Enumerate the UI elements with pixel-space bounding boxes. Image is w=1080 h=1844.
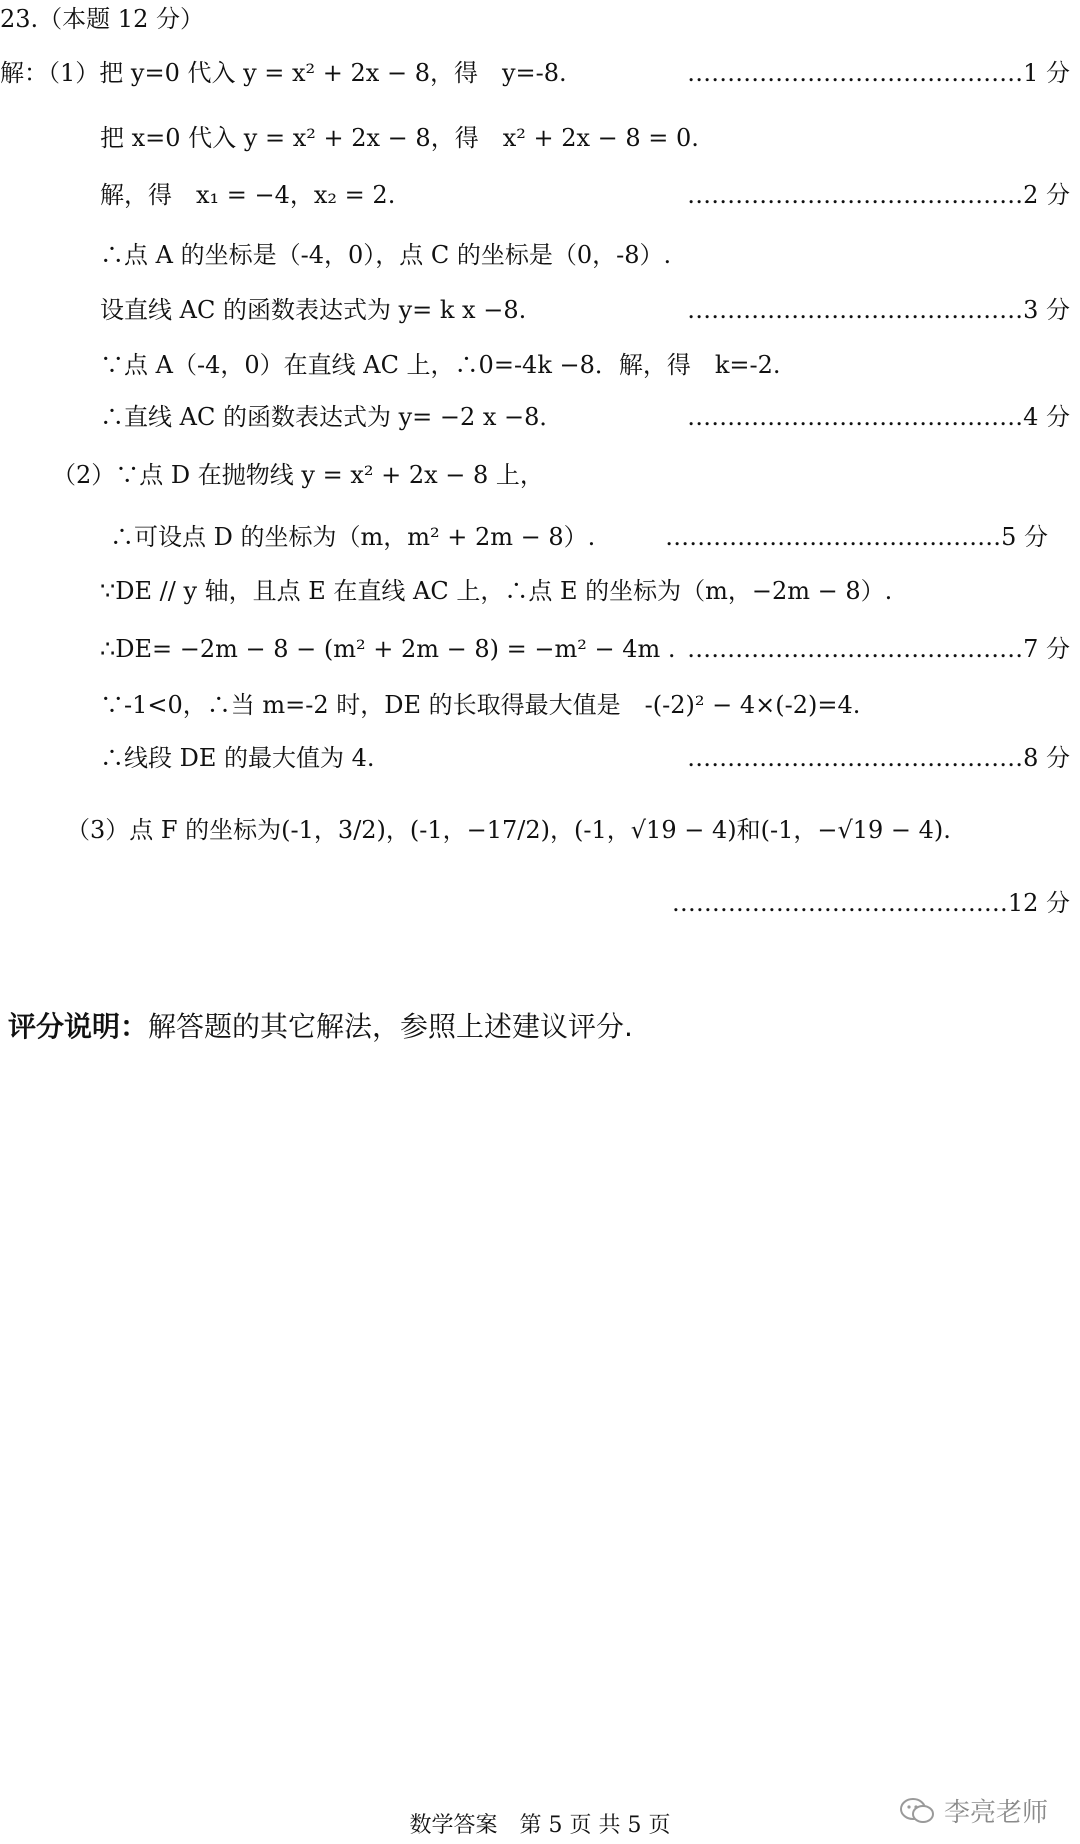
scoring-note <box>8 1010 633 1044</box>
solution-line-2: 把 x=0 代入 y = x² + 2x − 8，得 x² + 2x − 8 = 0. <box>100 124 699 152</box>
solution-line-7: ∴直线 AC 的函数表达式为 y= −2 x −8． <box>100 403 564 431</box>
solution-line-11: ∴DE= −2m − 8 − (m² + 2m − 8) = −m² − 4m . <box>100 635 676 663</box>
solution-line-4: ∴点 A 的坐标是（-4，0），点 C 的坐标是（0，-8）. <box>100 241 672 269</box>
page-footer: 数学答案 第 5 页 共 5 页 <box>409 1813 671 1838</box>
score-mark-3: ……………………………………3 分 <box>687 296 1070 324</box>
solution-line-14: （3）点 F 的坐标为(-1，3/2)，(-1，−17/2)，(-1，√19 − 4)和(-1，−√19 − 4). <box>66 816 951 844</box>
question-header: 23.（本题 12 分） <box>0 5 204 33</box>
score-mark-2: ……………………………………2 分 <box>687 181 1070 209</box>
score-mark-8: ……………………………………12 分 <box>671 889 1070 917</box>
watermark-text: 李亮老师 <box>943 1798 1048 1828</box>
score-mark-7: ……………………………………8 分 <box>687 744 1070 772</box>
solution-line-10: ∵DE // y 轴，且点 E 在直线 AC 上，∴点 E 的坐标为（m，−2m − 8）. <box>100 577 893 605</box>
score-mark-4: ……………………………………4 分 <box>687 403 1070 431</box>
solution-line-5: 设直线 AC 的函数表达式为 y= k x −8. <box>100 296 527 324</box>
score-mark-1: ……………………………………1 分 <box>687 59 1070 87</box>
solution-line-1: 解：（1）把 y=0 代入 y = x² + 2x − 8，得 y=-8. <box>0 59 567 87</box>
scoring-note-label: 评分说明： <box>8 1010 149 1043</box>
scoring-note-text: 解答题的其它解法，参照上述建议评分. <box>148 1010 633 1043</box>
solution-line-3: 解，得 x₁ = −4，x₂ = 2. <box>100 181 396 209</box>
score-mark-5: ……………………………………5 分 <box>665 523 1048 551</box>
solution-line-9: ∴可设点 D 的坐标为（m，m² + 2m − 8）. <box>110 523 596 551</box>
solution-line-8: （2）∵点 D 在抛物线 y = x² + 2x − 8 上， <box>52 461 544 489</box>
solution-line-6: ∵点 A（-4，0）在直线 AC 上，∴0=-4k −8．解，得 k=-2. <box>100 351 781 379</box>
solution-line-13: ∴线段 DE 的最大值为 4. <box>100 744 375 772</box>
solution-line-12: ∵-1<0，∴当 m=-2 时，DE 的长取得最大值是 -(-2)² − 4×(-2)=4. <box>100 691 861 719</box>
score-mark-6: ……………………………………7 分 <box>687 635 1070 663</box>
